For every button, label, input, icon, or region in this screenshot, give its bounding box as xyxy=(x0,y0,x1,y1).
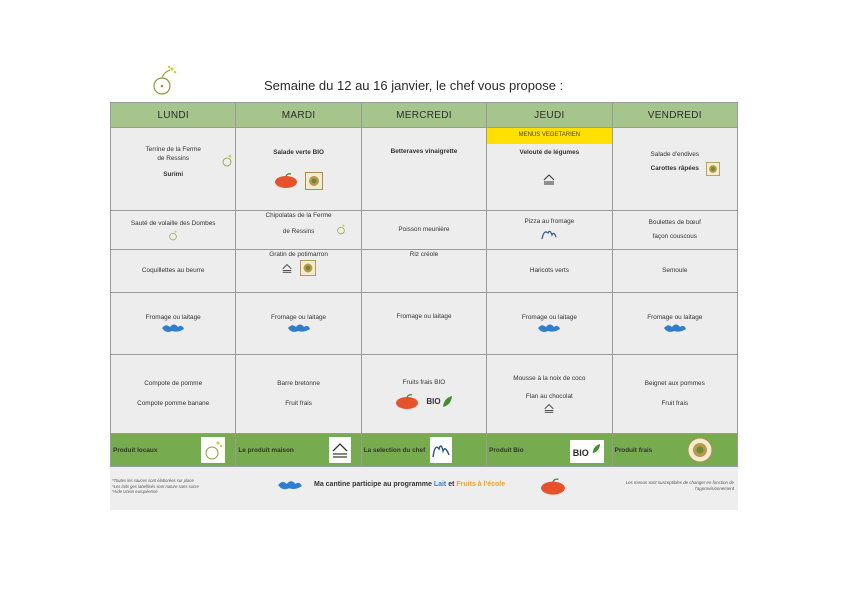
dish: Mousse à la noix de coco xyxy=(513,375,586,383)
dish: Fromage ou laitage xyxy=(521,313,577,321)
fresh-product-icon xyxy=(300,260,316,276)
menu-cell xyxy=(612,293,737,355)
bio-leaf-icon xyxy=(441,395,453,409)
menu-cell xyxy=(111,355,236,434)
dish: Pizza au fromage xyxy=(524,218,575,226)
legend-cell xyxy=(361,434,486,467)
milk-splash-icon xyxy=(276,478,304,492)
menu-cell xyxy=(236,211,361,250)
dish: Flan au chocolat xyxy=(525,393,573,400)
program-prefix: Ma cantine participe au programme xyxy=(314,481,434,488)
menu-cell xyxy=(111,293,236,355)
dish: Salade d'endives xyxy=(650,151,700,159)
day-header-wednesday: MERCREDI xyxy=(361,103,486,128)
fresh-product-icon xyxy=(687,437,713,463)
vegetarian-tag: MENUS VEGETARIEN xyxy=(487,127,611,144)
milk-splash-icon xyxy=(662,322,688,334)
dish: Salade verte BIO xyxy=(273,149,324,157)
dish: Fromage ou laitage xyxy=(396,312,452,320)
menu-cell xyxy=(612,128,737,211)
menu-cell xyxy=(236,355,361,434)
dish: de Ressins xyxy=(157,155,189,163)
legend-label: Produit Bio xyxy=(489,447,524,454)
menu-cell xyxy=(111,128,236,211)
dish: Gratin de potimarron xyxy=(269,251,328,258)
dish: Compote pomme banane xyxy=(137,400,210,407)
menu-cell xyxy=(612,250,737,293)
side-dish-row xyxy=(111,250,738,293)
milk-splash-icon xyxy=(160,322,186,334)
fruits-ecole-icon xyxy=(274,173,298,189)
footer-note: *Toutes les sauces sont élaborées sur place xyxy=(112,478,194,483)
menu-cell xyxy=(236,293,361,355)
dish: Barre bretonne xyxy=(277,380,320,388)
apple-sprout-logo-icon xyxy=(148,64,182,98)
menu-cell xyxy=(111,211,236,250)
day-header-tuesday: MARDI xyxy=(236,103,361,128)
dish: de Ressins xyxy=(282,228,315,235)
menu-cell xyxy=(487,355,612,434)
bio-label: BIO xyxy=(572,448,589,458)
dish: Fruits frais BIO xyxy=(402,379,446,387)
fruits-ecole-icon xyxy=(395,394,419,410)
milk-splash-icon xyxy=(286,322,312,334)
dish: façon couscous xyxy=(652,233,697,240)
main-dish-row xyxy=(111,211,738,250)
legend-label: La selection du chef xyxy=(363,447,426,454)
menu-cell xyxy=(612,211,737,250)
bio-leaf-icon xyxy=(591,442,601,456)
local-product-icon xyxy=(336,223,346,235)
dish: Fromage ou laitage xyxy=(647,313,703,321)
legend-label: Produit frais xyxy=(614,447,653,454)
footer-note: *Aide Union européenne xyxy=(112,489,158,495)
menu-cell xyxy=(111,250,236,293)
dish: Surimi xyxy=(163,170,184,178)
school-program-text xyxy=(314,481,505,488)
homemade-icon xyxy=(329,437,351,463)
dish: Betteraves vinaigrette xyxy=(390,148,458,155)
legend-cell xyxy=(111,434,236,467)
dessert-row xyxy=(111,355,738,434)
dish: Compote de pomme xyxy=(144,380,203,388)
legend-label: Le produit maison xyxy=(238,447,294,454)
day-header-row xyxy=(111,103,738,128)
menu-cell xyxy=(487,293,612,355)
menu-cell xyxy=(487,128,612,211)
dish: Fruit frais xyxy=(285,400,312,407)
dish: Carottes râpées xyxy=(650,165,699,172)
starter-row xyxy=(111,128,738,211)
program-fruits: Fruits à l'école xyxy=(456,481,506,488)
program-and: et xyxy=(446,481,457,488)
homemade-icon xyxy=(543,402,555,414)
chef-selection-icon xyxy=(430,437,452,463)
supply-disclaimer: Les menus sont susceptibles de changer en fonction de l'approvisionnement xyxy=(625,480,734,492)
footer-notes xyxy=(112,478,199,495)
fresh-product-icon xyxy=(706,162,720,176)
milk-splash-icon xyxy=(536,322,562,334)
dish: Chipolatas de la Ferme xyxy=(265,212,332,220)
homemade-icon xyxy=(542,172,556,186)
menu-cell xyxy=(361,293,486,355)
program-milk: Lait xyxy=(433,481,447,488)
legend-cell xyxy=(236,434,361,467)
dish: Velouté de légumes xyxy=(519,149,580,156)
menu-cell xyxy=(236,128,361,211)
fruits-ecole-icon xyxy=(540,478,566,496)
legend-row xyxy=(111,434,738,467)
legend-label: Produit locaux xyxy=(113,447,158,454)
legend-cell xyxy=(487,434,612,467)
dish: Sauté de volaille des Dombes xyxy=(130,220,216,228)
weekly-menu-table xyxy=(110,102,738,467)
dish: Poisson meunière xyxy=(398,226,450,234)
menu-cell xyxy=(236,250,361,293)
dish: Fruit frais xyxy=(661,400,689,407)
local-product-icon xyxy=(201,437,225,463)
dish: Riz créole xyxy=(409,251,439,258)
menu-cell xyxy=(487,250,612,293)
menu-cell xyxy=(612,355,737,434)
legend-cell xyxy=(612,434,737,467)
dish: Boulettes de bœuf xyxy=(648,219,701,227)
dish: Terrine de la Ferme xyxy=(145,145,201,153)
chef-selection-icon xyxy=(539,227,559,243)
day-header-thursday: JEUDI xyxy=(487,103,612,128)
menu-cell xyxy=(361,128,486,211)
dish: Fromage ou laitage xyxy=(271,313,327,321)
day-header-friday: VENDREDI xyxy=(612,103,737,128)
bio-label: BIO xyxy=(426,396,441,406)
homemade-icon xyxy=(281,262,293,274)
local-product-icon xyxy=(168,229,178,241)
menu-cell xyxy=(487,211,612,250)
fresh-product-icon xyxy=(305,172,323,190)
menu-cell xyxy=(361,211,486,250)
dairy-row xyxy=(111,293,738,355)
dish: Fromage ou laitage xyxy=(145,313,201,321)
page-title: Semaine du 12 au 16 janvier, le chef vous propose : xyxy=(264,78,564,93)
dish: Beignet aux pommes xyxy=(644,380,705,388)
dish: Semoule xyxy=(662,267,688,275)
bio-logo xyxy=(570,440,604,463)
local-product-icon xyxy=(221,153,233,167)
day-header-monday: LUNDI xyxy=(111,103,236,128)
menu-cell xyxy=(361,355,486,434)
dish: Haricots verts xyxy=(529,267,569,275)
dish: Coquillettes au beurre xyxy=(141,267,205,275)
footer-note: *Les laits ges labellisés sont nature sans sucre xyxy=(112,483,199,489)
menu-cell xyxy=(361,250,486,293)
